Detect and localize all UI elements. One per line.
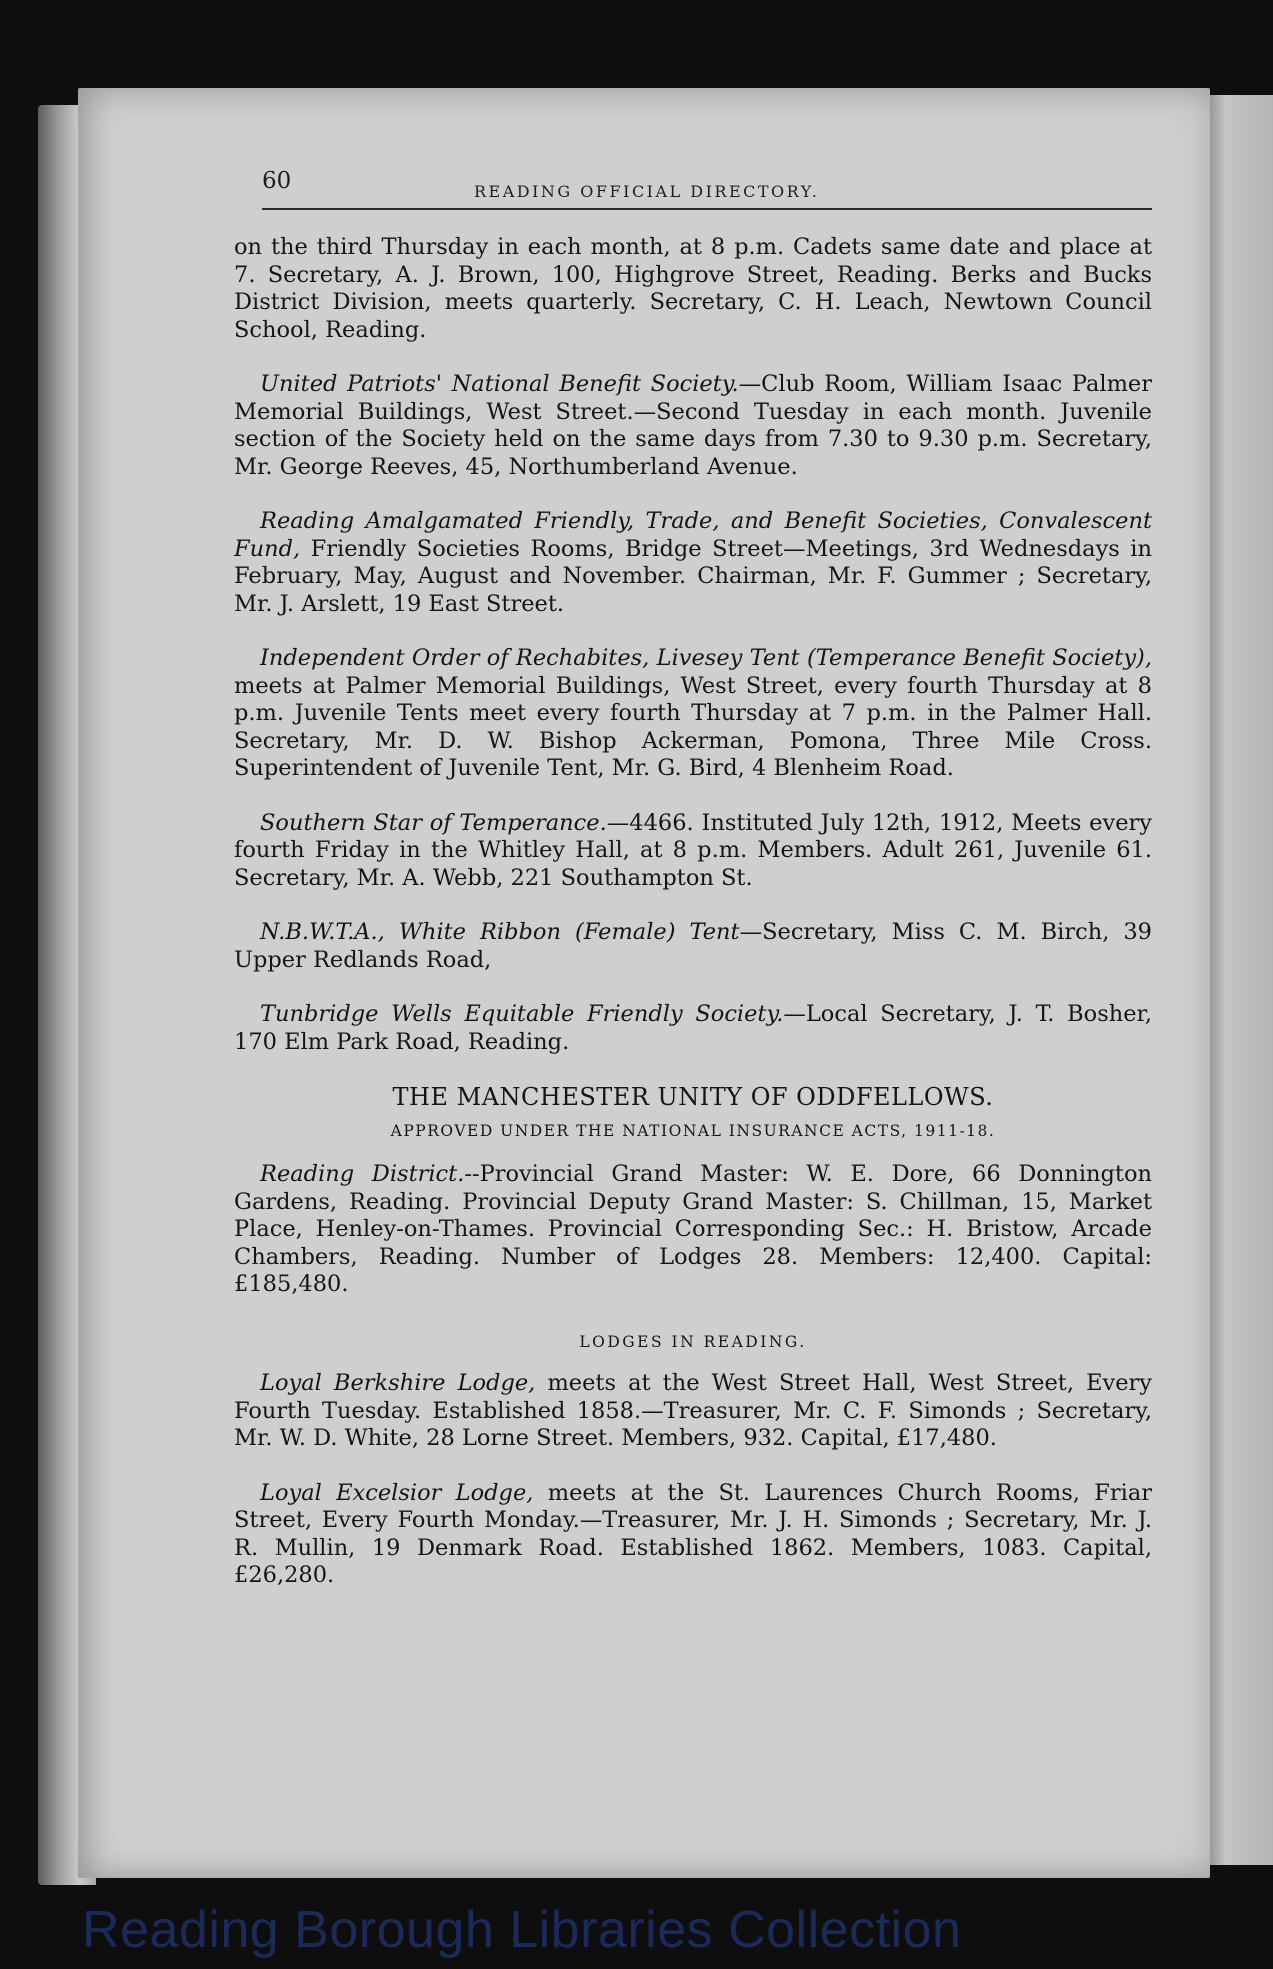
entry-text: —Secretary, Miss C. M. Birch, 39 Upper Redlands Road, xyxy=(234,919,1152,973)
right-page-edge xyxy=(1205,95,1273,1865)
entry-lead: Loyal Excelsior Lodge, xyxy=(260,1479,534,1506)
header-rule xyxy=(262,208,1152,210)
entry-lead: Tunbridge Wells Equitable Friendly Society. xyxy=(260,1001,784,1027)
collection-watermark: Reading Borough Libraries Collection xyxy=(82,1901,962,1959)
section-subtitle: APPROVED UNDER THE NATIONAL INSURANCE ACTS, 1911-18. xyxy=(390,1121,996,1140)
page-number: 60 xyxy=(262,168,292,194)
entry-lead: Independent Order of Rechabites, Livesey Tent (Temperance Benefit Society), xyxy=(260,645,1152,671)
entry-southern-star xyxy=(234,810,1152,893)
entry-lead: Loyal Berkshire Lodge, xyxy=(260,1370,536,1396)
entry-text: meets at the St. Laurences Church Rooms, Friar Street, Every Fourth Monday.—Treasurer, Mr. J. H. Simonds ; Secretary, Mr. J. R. Mullin, 19 Denmark Road. Established 1862. Members, 1083. Capital, £26,280. xyxy=(234,1479,1152,1588)
entry-loyal-berkshire xyxy=(234,1370,1152,1453)
entry-text: meets at Palmer Memorial Buildings, West Street, every fourth Thursday at 8 p.m. Juvenile Tents meet every fourth Thursday at 7 p.m. in the Palmer Hall. Secretary, Mr. D. W. Bishop Ackerman, Pomona, Three Mile Cross. Superintendent of Juvenile Tent, Mr. G. Bird, 4 Blenheim Road. xyxy=(234,672,1152,781)
entry-text: Friendly Societies Rooms, Bridge Street—Meetings, 3rd Wednesdays in February, May, August and November. Chairman, Mr. F. Gummer ; Secretary, Mr. J. Arslett, 19 East Street. xyxy=(234,535,1152,617)
page-header xyxy=(262,168,1142,208)
entry-reading-amalgamated xyxy=(234,508,1152,618)
entry-lead: Southern Star of Temperance. xyxy=(260,809,607,836)
entry-continuation xyxy=(234,234,1152,344)
entry-lead: United Patriots' National Benefit Society. xyxy=(260,371,739,397)
entry-lead: Reading Amalgamated Friendly, Trade, and Benefit Societies, Convalescent Fund, xyxy=(234,508,1152,562)
entry-rechabites xyxy=(234,645,1152,783)
entry-text: —Club Room, William Isaac Palmer Memorial Buildings, West Street.—Second Tuesday in each month. Juvenile section of the Society held on the same days from 7.30 to 9.30 p.m. Secretary, Mr. George Reeves, 45, Northumberland Avenue. xyxy=(234,371,1152,480)
page-content xyxy=(234,234,1152,1617)
entry-united-patriots xyxy=(234,371,1152,481)
entry-text: on the third Thursday in each month, at 8 p.m. Cadets same date and place at 7. Secretary, A. J. Brown, 100, Highgrove Street, Reading. Berks and Bucks District Division, meets quarterly. Secretary, C. H. Leach, Newtown Council School, Reading. xyxy=(234,234,1152,343)
lodges-heading: LODGES IN READING. xyxy=(579,1332,807,1351)
entry-text: —4466. Instituted July 12th, 1912, Meets every fourth Friday in the Whitley Hall, at 8 p.m. Members. Adult 261, Juvenile 61. Secretary, Mr. A. Webb, 221 Southampton St. xyxy=(234,809,1152,891)
entry-reading-district xyxy=(234,1161,1152,1299)
entry-text: --Provincial Grand Master: W. E. Dore, 66 Donnington Gardens, Reading. Provincial Deputy Grand Master: S. Chillman, 15, Market Place, Henley-on-Thames. Provincial Corresponding Sec.: H. Bristow, Arcade Chambers, Reading. Number of Lodges 28. Members: 12,400. Capital: £185,480. xyxy=(234,1161,1152,1297)
entry-lead: Reading District. xyxy=(260,1161,465,1187)
section-title: THE MANCHESTER UNITY OF ODDFELLOWS. xyxy=(392,1083,994,1111)
entry-text: meets at the West Street Hall, West Street, Every Fourth Tuesday. Established 1858.—Treasurer, Mr. C. F. Simonds ; Secretary, Mr. W. D. White, 28 Lorne Street. Members, 932. Capital, £17,480. xyxy=(234,1370,1152,1451)
entry-loyal-excelsior xyxy=(234,1480,1152,1590)
entry-text: —Local Secretary, J. T. Bosher, 170 Elm Park Road, Reading. xyxy=(234,1001,1152,1055)
running-head: READING OFFICIAL DIRECTORY. xyxy=(474,182,820,201)
entry-tunbridge-wells xyxy=(234,1001,1152,1056)
entry-nbwta xyxy=(234,919,1152,974)
entry-lead: N.B.W.T.A., White Ribbon (Female) Tent xyxy=(260,919,740,945)
